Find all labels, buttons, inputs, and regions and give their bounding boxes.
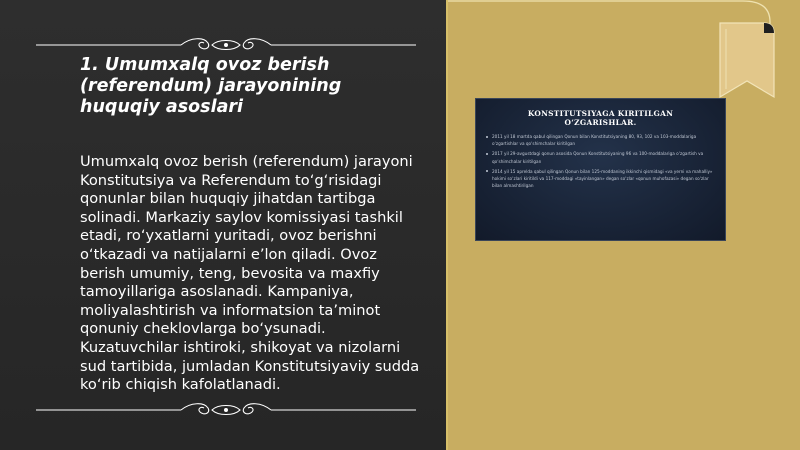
bookmark-ribbon-icon bbox=[718, 19, 776, 101]
slide-title: 1. Umumxalq ovoz berish (referendum) jarayonining huquqiy asoslari bbox=[80, 55, 342, 117]
embedded-slide-image bbox=[476, 99, 725, 240]
embedded-slide-title-line2: O‘ZGARISHLAR. bbox=[564, 118, 637, 127]
embedded-slide-bullet: 2014 yil 15 aprelda qabul qilingan Qonun bilan 125-moddaning ikkinchi qismidagi «va yerni va mahalliy» hokimi so‘zlari kiritildi va 117-moddagi «tayinlangan» degan so‘zlar «qonun muhofazasi» degan so‘zlar bilan almashtirilgan bbox=[492, 168, 715, 190]
embedded-slide-title-line1: KONSTITUTSIYAGA KIRITILGAN bbox=[527, 109, 674, 118]
embedded-slide-bullet: 2017 yil 29-avgustdagi qonun asosida Qonun Konstitutsiyaning 96 va 100-moddalariga o‘zgartish va qo‘shimchalar kiritilgan bbox=[492, 150, 715, 164]
body-paragraph: Umumxalq ovoz berish (referendum) jarayoni Konstitutsiya va Referendum to‘g‘risidagi qonunlar bilan huquqiy jihatdan tartibga solinadi. Markaziy saylov komissiyasi tashkil etadi, ro‘yxatlarni yuritadi, ovoz berishni o‘tkazadi va natijalarni e’lon qiladi. Ovoz berish umumiy, teng, bevosita va maxfiy tamoyillariga asoslanadi. Kampaniya, moliyalashtirish va informatsion ta’minot qonuniy cheklovlarga bo‘ysunadi. Kuzatuvchilar ishtiroki, shikoyat va nizolarni sud tartibida, jumladan Konstitutsiyaviy sudda ko‘rib chiqish kafolatlanadi. bbox=[80, 153, 420, 394]
top-ornament-icon bbox=[36, 35, 416, 55]
bottom-ornament-icon bbox=[36, 400, 416, 420]
embedded-slide-title bbox=[476, 99, 725, 127]
embedded-slide-bullet: 2011 yil 18 martda qabul qilingan Qonun bilan Konstitutsiyaning 80, 93, 102 va 103-moddalariga o‘zgartishlar va qo‘shimchalar kiritilgan bbox=[492, 133, 715, 147]
embedded-slide-bullets bbox=[476, 133, 725, 189]
